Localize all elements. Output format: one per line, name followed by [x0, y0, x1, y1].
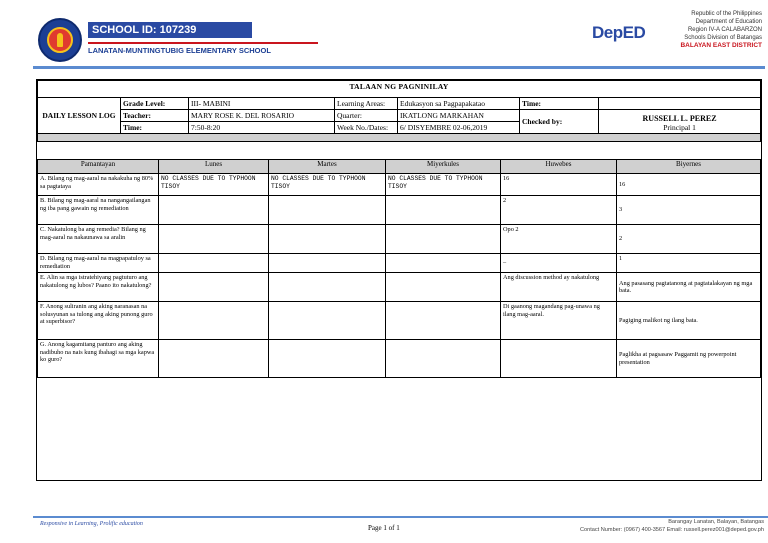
footer-contact [566, 518, 764, 534]
learning-area-value: Edukasyon sa Pagpapakatao [398, 98, 520, 110]
grade-level-value: III- MABINI [189, 98, 335, 110]
cell-martes [269, 302, 386, 340]
footer-slogan: Responsive in Learning, Prolific education [40, 521, 143, 527]
teacher-label: Teacher: [121, 110, 189, 122]
page-number: Page 1 of 1 [368, 524, 400, 532]
col-header-pamantayan: Pamantayan [38, 160, 159, 174]
row-criterion: E. Alin sa mga istratehiyang pagtuturo ang nakatulong ng lubos? Paano ito nakatulong? [38, 273, 159, 302]
cell-biyernes: Ang pasasang pagtatanong at pagtatalakayan ng mga bata. [617, 273, 761, 302]
checked-by-label: Checked by: [520, 110, 599, 134]
cell-martes [269, 340, 386, 378]
footer-contact-line: Contact Number: (0967) 400-3567 Email: russell.perez001@deped.gov.ph [579, 527, 764, 533]
cell-miyerkules [386, 254, 501, 273]
cell-miyerkules [386, 302, 501, 340]
cell-huwebes: Ang discussion method ay nakatulong [501, 273, 617, 302]
cell-huwebes [501, 340, 617, 378]
col-header-huwebes: Huwebes [501, 160, 617, 174]
form-title: TALAAN NG PAGNINILAY [38, 81, 761, 98]
separator-row [38, 134, 761, 142]
reflection-table [37, 159, 761, 378]
row-criterion: G. Anong kagamitang panturo ang aking nadibuho na nais kung ibahagi sa mga kapwa ko guro? [38, 340, 159, 378]
cell-lunes [159, 273, 269, 302]
learning-areas-label: Learning Areas: [335, 98, 398, 110]
col-header-miyerkules: Miyerkules [386, 160, 501, 174]
week-label: Week No./Dates: [335, 122, 398, 134]
cell-martes [269, 254, 386, 273]
cell-miyerkules [386, 196, 501, 225]
cell-huwebes: 2 [501, 196, 617, 225]
cell-biyernes: 16 [617, 174, 761, 196]
cell-lunes [159, 196, 269, 225]
cell-martes: NO CLASSES DUE TO TYPHOON TISOY [269, 174, 386, 196]
checker-name: RUSSELL L. PEREZ [642, 114, 717, 123]
cell-martes [269, 273, 386, 302]
table-row [38, 340, 761, 378]
footer-address: Barangay Lanatan, Balayan, Batangas [668, 519, 764, 525]
deped-info: Republic of the Philippines Department of Education Region IV-A CALABARZON Schools Division of Batangas BALAYAN EAST DISTRICT [650, 10, 762, 50]
cell-biyernes: Paglikha at pagsasaw Paggamit ng powerpoint presentation [617, 340, 761, 378]
school-name: LANATAN-MUNTINGTUBIG ELEMENTARY SCHOOL [88, 42, 318, 58]
row-criterion: F. Anong suliranin ang aking naranasan na solusyunan sa tulong ang aking punong guro at superbisor? [38, 302, 159, 340]
time-value: 7:50-8:20 [189, 122, 335, 134]
cell-huwebes: Opo 2 [501, 225, 617, 254]
table-header-row [38, 160, 761, 174]
cell-miyerkules [386, 340, 501, 378]
row-criterion: A. Bilang ng mag-aaral na nakakuha ng 80% sa pagtataya [38, 174, 159, 196]
cell-martes [269, 225, 386, 254]
school-seal-icon [38, 18, 82, 62]
row-criterion: B. Bilang ng mag-aaral na nangangailangan ng iba pang gawain ng remediation [38, 196, 159, 225]
cell-biyernes: Pagiging malikot ng ilang bata. [617, 302, 761, 340]
quarter-value: IKATLONG MARKAHAN [398, 110, 520, 122]
cell-lunes [159, 340, 269, 378]
cell-miyerkules: NO CLASSES DUE TO TYPHOON TISOY [386, 174, 501, 196]
grade-level-label: Grade Level: [121, 98, 189, 110]
checker-cell [599, 110, 761, 134]
week-value: 6/ DISYEMBRE 02-06,2019 [398, 122, 520, 134]
checker-title: Principal 1 [663, 123, 696, 132]
school-header [38, 18, 288, 60]
dll-label: DAILY LESSON LOG [38, 98, 121, 134]
table-row [38, 174, 761, 196]
col-header-lunes: Lunes [159, 160, 269, 174]
cell-lunes [159, 225, 269, 254]
table-row [38, 273, 761, 302]
cell-biyernes: 3 [617, 196, 761, 225]
district-name: BALAYAN EAST DISTRICT [680, 42, 762, 49]
row-criterion: D. Bilang ng mag-aaral na magpapatuloy sa remediation [38, 254, 159, 273]
cell-lunes [159, 254, 269, 273]
cell-huwebes: – [501, 254, 617, 273]
table-row [38, 196, 761, 225]
cell-martes [269, 196, 386, 225]
table-row [38, 302, 761, 340]
deped-header [592, 10, 762, 58]
table-row [38, 254, 761, 273]
school-id: SCHOOL ID: 107239 [88, 22, 252, 38]
time-label: Time: [121, 122, 189, 134]
time-label-right: Time: [520, 98, 599, 110]
lesson-log-form [36, 79, 762, 481]
cell-huwebes: Di gaanong magandang pag-unawa ng ilang mag-aaral. [501, 302, 617, 340]
cell-miyerkules [386, 273, 501, 302]
row-criterion: C. Nakatulong ba ang remedia? Bilang ng mag-aaral na nakaunawa sa aralin [38, 225, 159, 254]
teacher-value: MARY ROSE K. DEL ROSARIO [189, 110, 335, 122]
col-header-martes: Martes [269, 160, 386, 174]
cell-huwebes: 16 [501, 174, 617, 196]
table-row [38, 225, 761, 254]
header-rule [33, 66, 765, 69]
quarter-label: Quarter: [335, 110, 398, 122]
cell-biyernes: 2 [617, 225, 761, 254]
cell-lunes: NO CLASSES DUE TO TYPHOON TISOY [159, 174, 269, 196]
cell-lunes [159, 302, 269, 340]
info-table [37, 80, 761, 142]
deped-logo-icon: DepED [592, 23, 646, 42]
cell-miyerkules [386, 225, 501, 254]
cell-biyernes: 1 [617, 254, 761, 273]
time-value-right [599, 98, 761, 110]
col-header-biyernes: Biyernes [617, 160, 761, 174]
